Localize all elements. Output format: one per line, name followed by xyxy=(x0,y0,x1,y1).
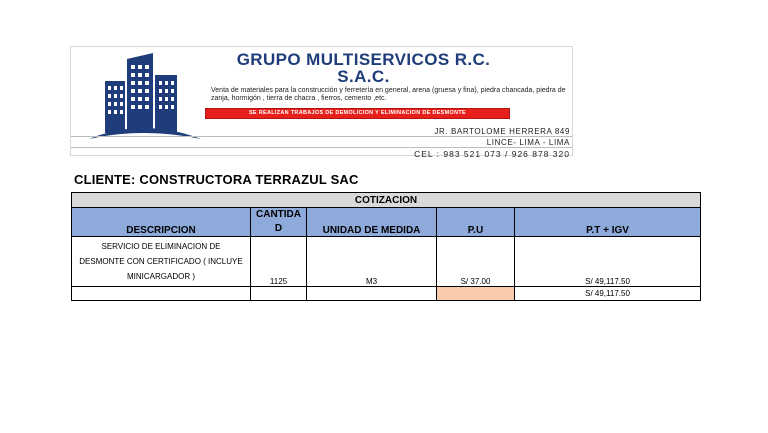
company-address: JR. BARTOLOME HERRERA 849 xyxy=(434,127,570,136)
company-name-line2: S.A.C. xyxy=(337,67,390,86)
table-total-row xyxy=(72,287,701,301)
item-description xyxy=(72,237,251,287)
company-name xyxy=(211,51,516,85)
table-title-row xyxy=(72,193,701,208)
company-phone: CEL : 983 521 073 / 926 878 320 xyxy=(414,149,570,159)
item-description-line2: DESMONTE CON CERTIFICADO ( INCLUYE xyxy=(79,257,243,266)
table-header-row xyxy=(72,208,701,237)
divider xyxy=(71,147,572,148)
empty-cell xyxy=(251,287,307,301)
table-title: COTIZACION xyxy=(72,193,701,208)
empty-cell xyxy=(72,287,251,301)
services-banner: SE REALIZAN TRABAJOS DE DEMOLICION Y ELIMINACION DE DESMONTE xyxy=(205,108,510,119)
item-description-line3: MINICARGADOR ) xyxy=(127,272,195,281)
header-unit: UNIDAD DE MEDIDA xyxy=(307,208,437,237)
item-total: S/ 49,117.50 xyxy=(515,237,701,287)
buildings-logo-icon xyxy=(83,51,209,143)
header-unit-price: P.U xyxy=(437,208,515,237)
grand-total: S/ 49,117.50 xyxy=(515,287,701,301)
company-description: Venta de materiales para la construcción y ferretería en general, arena (gruesa y fina), piedra chancada, piedra de zanja, hormigón , tierra de chacra , fierros, cemento ,etc. xyxy=(211,87,566,102)
item-description-line1: SERVICIO DE ELIMINACION DE xyxy=(101,242,221,251)
highlighted-cell xyxy=(437,287,515,301)
item-unit-price: S/ 37.00 xyxy=(437,237,515,287)
company-name-line1: GRUPO MULTISERVICOS R.C. xyxy=(236,50,491,69)
header-quantity xyxy=(251,208,307,237)
letterhead xyxy=(70,46,573,159)
header-quantity-line2: D xyxy=(274,223,283,234)
item-quantity: 1125 xyxy=(251,237,307,287)
header-quantity-line1: CANTIDA xyxy=(256,209,301,220)
empty-cell xyxy=(307,287,437,301)
header-total: P.T + IGV xyxy=(515,208,701,237)
table-row xyxy=(72,237,701,287)
company-district: LINCE- LIMA - LIMA xyxy=(486,138,570,147)
item-unit: M3 xyxy=(307,237,437,287)
quotation-table xyxy=(71,192,701,301)
client-heading: CLIENTE: CONSTRUCTORA TERRAZUL SAC xyxy=(74,172,359,187)
divider xyxy=(71,136,572,137)
header-description: DESCRIPCION xyxy=(72,208,251,237)
